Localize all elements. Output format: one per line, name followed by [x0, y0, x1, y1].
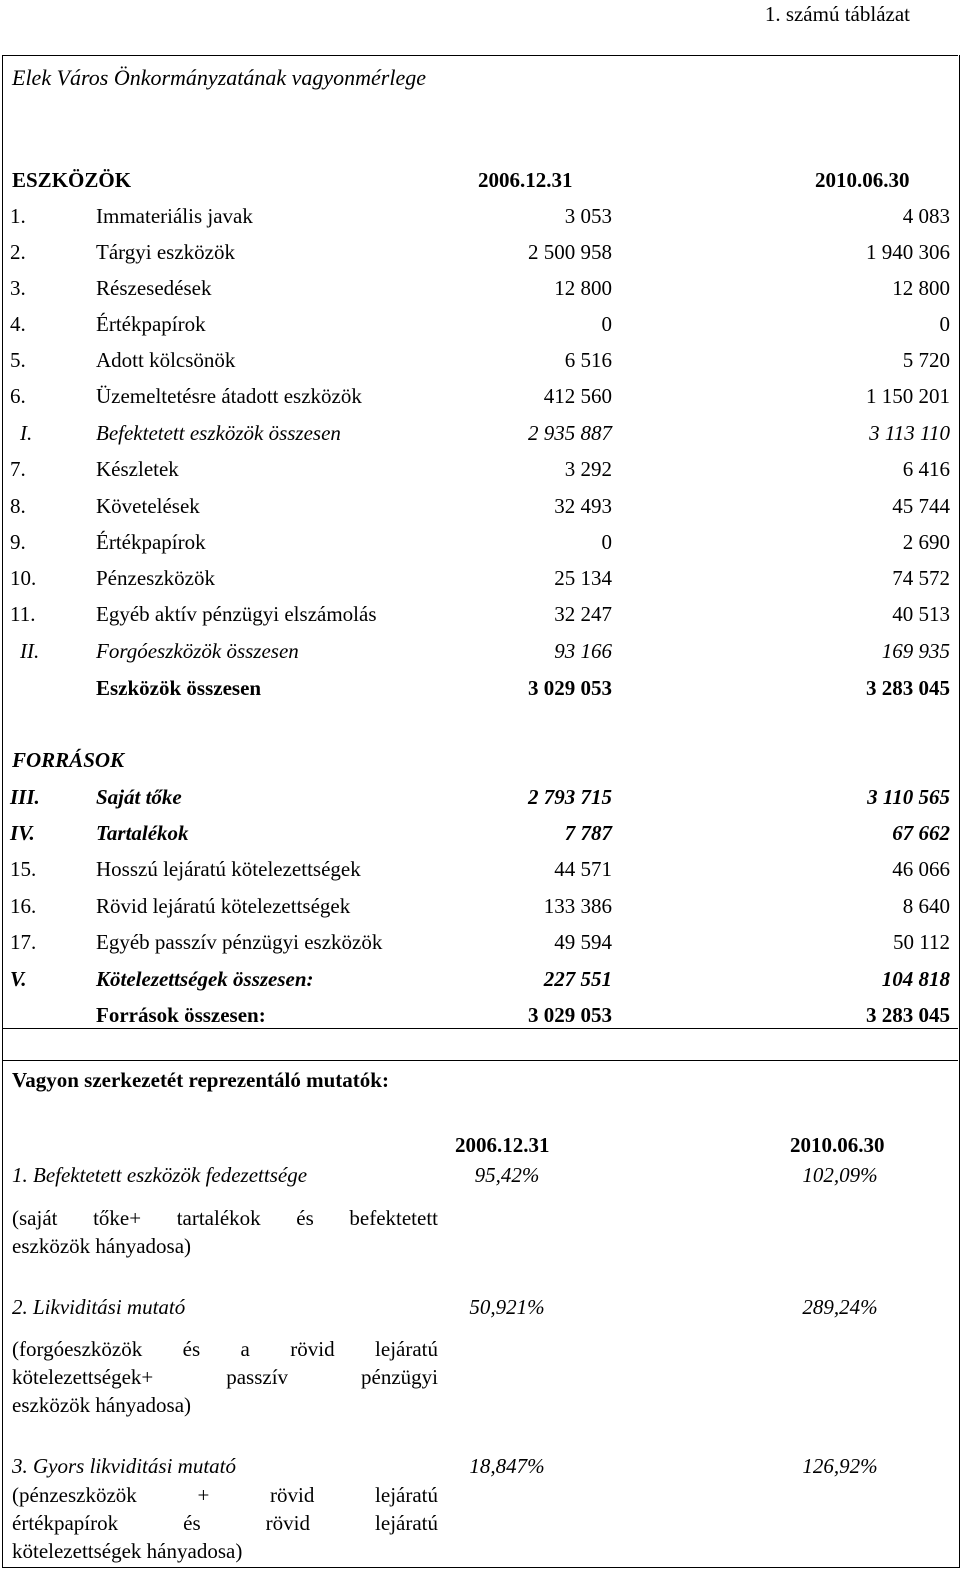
table-row — [0, 457, 960, 487]
description-line: (pénzeszközök + rövid lejáratú — [12, 1483, 438, 1507]
row-value-2010: 3 283 045 — [866, 1003, 950, 1027]
row-value-2006: 2 793 715 — [528, 785, 612, 809]
description-line: eszközök hányadosa) — [12, 1234, 192, 1258]
indicator-1-description — [12, 1204, 438, 1260]
indicator-3-value-2010: 126,92% — [802, 1454, 878, 1478]
row-number: I. — [20, 421, 33, 445]
row-label: Immateriális javak — [96, 204, 253, 228]
row-number: 1. — [10, 204, 26, 228]
row-label: Egyéb aktív pénzügyi elszámolás — [96, 602, 377, 626]
table-row — [0, 676, 960, 706]
row-label: Adott kölcsönök — [96, 348, 236, 372]
table-row — [0, 930, 960, 960]
row-label: Üzemeltetésre átadott eszközök — [96, 384, 362, 408]
row-label: Tárgyi eszközök — [96, 240, 235, 264]
row-value-2010: 104 818 — [881, 967, 950, 991]
row-label: Forgóeszközök összesen — [96, 639, 299, 663]
indicators-col1-header: 2006.12.31 — [455, 1133, 550, 1157]
row-label: Értékpapírok — [96, 530, 206, 554]
row-value-2010: 4 083 — [902, 204, 950, 228]
description-line: értékpapírok és rövid lejáratú — [12, 1511, 438, 1535]
row-number: 15. — [10, 857, 37, 881]
row-value-2010: 45 744 — [892, 494, 950, 518]
row-value-2010: 46 066 — [892, 857, 950, 881]
assets-col2-header: 2010.06.30 — [815, 168, 910, 192]
row-value-2010: 5 720 — [902, 348, 950, 372]
table-row — [0, 821, 960, 851]
row-label: Hosszú lejáratú kötelezettségek — [96, 857, 361, 881]
row-value-2010: 0 — [939, 312, 950, 336]
table-row — [0, 530, 960, 560]
row-value-2006: 32 493 — [554, 494, 612, 518]
row-value-2010: 3 113 110 — [869, 421, 950, 445]
table-row — [0, 312, 960, 342]
frame-top-rule — [2, 55, 958, 56]
row-value-2010: 3 283 045 — [866, 676, 950, 700]
row-value-2010: 1 150 201 — [866, 384, 950, 408]
table-row — [0, 857, 960, 887]
row-value-2006: 49 594 — [554, 930, 612, 954]
row-value-2010: 1 940 306 — [866, 240, 950, 264]
row-value-2010: 40 513 — [892, 602, 950, 626]
row-number: 7. — [10, 457, 26, 481]
row-value-2010: 2 690 — [902, 530, 950, 554]
row-number: 17. — [10, 930, 37, 954]
indicator-2-value-2010: 289,24% — [802, 1295, 878, 1319]
section-rule-1 — [2, 1028, 958, 1029]
row-value-2006: 2 935 887 — [528, 421, 612, 445]
row-value-2006: 25 134 — [554, 566, 612, 590]
table-row — [0, 894, 960, 924]
row-value-2010: 67 662 — [892, 821, 950, 845]
table-row — [0, 566, 960, 596]
description-line: eszközök hányadosa) — [12, 1393, 192, 1417]
row-label: Tartalékok — [96, 821, 189, 845]
row-label: Rövid lejáratú kötelezettségek — [96, 894, 351, 918]
row-value-2006: 227 551 — [543, 967, 612, 991]
row-label: Követelések — [96, 494, 200, 518]
row-number: 4. — [10, 312, 26, 336]
row-value-2006: 0 — [601, 530, 612, 554]
indicator-3-value-2006: 18,847% — [469, 1454, 545, 1478]
row-value-2010: 50 112 — [893, 930, 950, 954]
row-value-2006: 3 029 053 — [528, 1003, 612, 1027]
row-label: Készletek — [96, 457, 179, 481]
row-value-2006: 93 166 — [554, 639, 612, 663]
row-value-2006: 12 800 — [554, 276, 612, 300]
row-label: Saját tőke — [96, 785, 182, 809]
row-number: 9. — [10, 530, 26, 554]
row-value-2006: 133 386 — [543, 894, 612, 918]
table-row — [0, 384, 960, 414]
row-value-2010: 6 416 — [902, 457, 950, 481]
row-value-2010: 3 110 565 — [867, 785, 950, 809]
table-row — [0, 785, 960, 815]
row-number: 3. — [10, 276, 26, 300]
row-number: 8. — [10, 494, 26, 518]
row-label: Egyéb passzív pénzügyi eszközök — [96, 930, 383, 954]
indicator-2-value-2006: 50,921% — [469, 1295, 545, 1319]
row-number: 16. — [10, 894, 37, 918]
row-value-2006: 7 787 — [564, 821, 612, 845]
row-value-2010: 74 572 — [892, 566, 950, 590]
description-line: (saját tőke+ tartalékok és befektetett — [12, 1206, 438, 1230]
row-label: Befektetett eszközök összesen — [96, 421, 341, 445]
row-label: Kötelezettségek összesen: — [96, 967, 314, 991]
row-label: Pénzeszközök — [96, 566, 215, 590]
table-number-label: 1. számú táblázat — [764, 2, 910, 26]
row-value-2010: 8 640 — [902, 894, 950, 918]
description-line: (forgóeszközök és a rövid lejáratú — [12, 1337, 438, 1361]
indicator-1-label: 1. Befektetett eszközök fedezettsége — [12, 1163, 308, 1187]
indicator-2-label: 2. Likviditási mutató — [12, 1295, 186, 1319]
table-row — [0, 240, 960, 270]
table-row — [0, 348, 960, 378]
section-rule-2 — [2, 1060, 958, 1061]
row-value-2006: 3 029 053 — [528, 676, 612, 700]
row-value-2006: 6 516 — [564, 348, 612, 372]
row-number: 11. — [10, 602, 36, 626]
row-number: III. — [10, 785, 40, 809]
table-row — [0, 602, 960, 632]
indicator-1-value-2010: 102,09% — [802, 1163, 878, 1187]
indicator-3-label: 3. Gyors likviditási mutató — [12, 1454, 236, 1478]
row-number: 5. — [10, 348, 26, 372]
table-row — [0, 967, 960, 997]
row-label: Részesedések — [96, 276, 212, 300]
row-number: II. — [20, 639, 40, 663]
row-label: Eszközök összesen — [96, 676, 262, 700]
row-value-2010: 169 935 — [881, 639, 950, 663]
row-value-2006: 0 — [601, 312, 612, 336]
indicators-title: Vagyon szerkezetét reprezentáló mutatók: — [12, 1068, 389, 1092]
row-value-2006: 3 292 — [564, 457, 612, 481]
description-line: kötelezettségek hányadosa) — [12, 1539, 243, 1563]
indicator-1-value-2006: 95,42% — [474, 1163, 540, 1187]
indicator-2-description — [12, 1335, 438, 1419]
sources-heading: FORRÁSOK — [12, 748, 125, 772]
indicators-col2-header: 2010.06.30 — [790, 1133, 885, 1157]
row-value-2006: 2 500 958 — [528, 240, 612, 264]
table-row — [0, 494, 960, 524]
description-line: kötelezettségek+ passzív pénzügyi — [12, 1365, 438, 1389]
row-value-2006: 412 560 — [543, 384, 612, 408]
row-number: 6. — [10, 384, 26, 408]
row-number: 2. — [10, 240, 26, 264]
table-row — [0, 639, 960, 669]
assets-heading: ESZKÖZÖK — [12, 168, 132, 192]
row-number: 10. — [10, 566, 37, 590]
row-value-2010: 12 800 — [892, 276, 950, 300]
row-value-2006: 3 053 — [564, 204, 612, 228]
table-row — [0, 421, 960, 451]
row-label: Értékpapírok — [96, 312, 206, 336]
row-value-2006: 32 247 — [554, 602, 612, 626]
row-number: IV. — [10, 821, 35, 845]
page-title: Elek Város Önkormányzatának vagyonmérlege — [12, 65, 427, 90]
indicator-3-description — [12, 1481, 438, 1565]
row-value-2006: 44 571 — [554, 857, 612, 881]
row-label: Források összesen: — [96, 1003, 266, 1027]
row-number: V. — [10, 967, 27, 991]
table-row — [0, 204, 960, 234]
assets-col1-header: 2006.12.31 — [478, 168, 573, 192]
table-row — [0, 276, 960, 306]
